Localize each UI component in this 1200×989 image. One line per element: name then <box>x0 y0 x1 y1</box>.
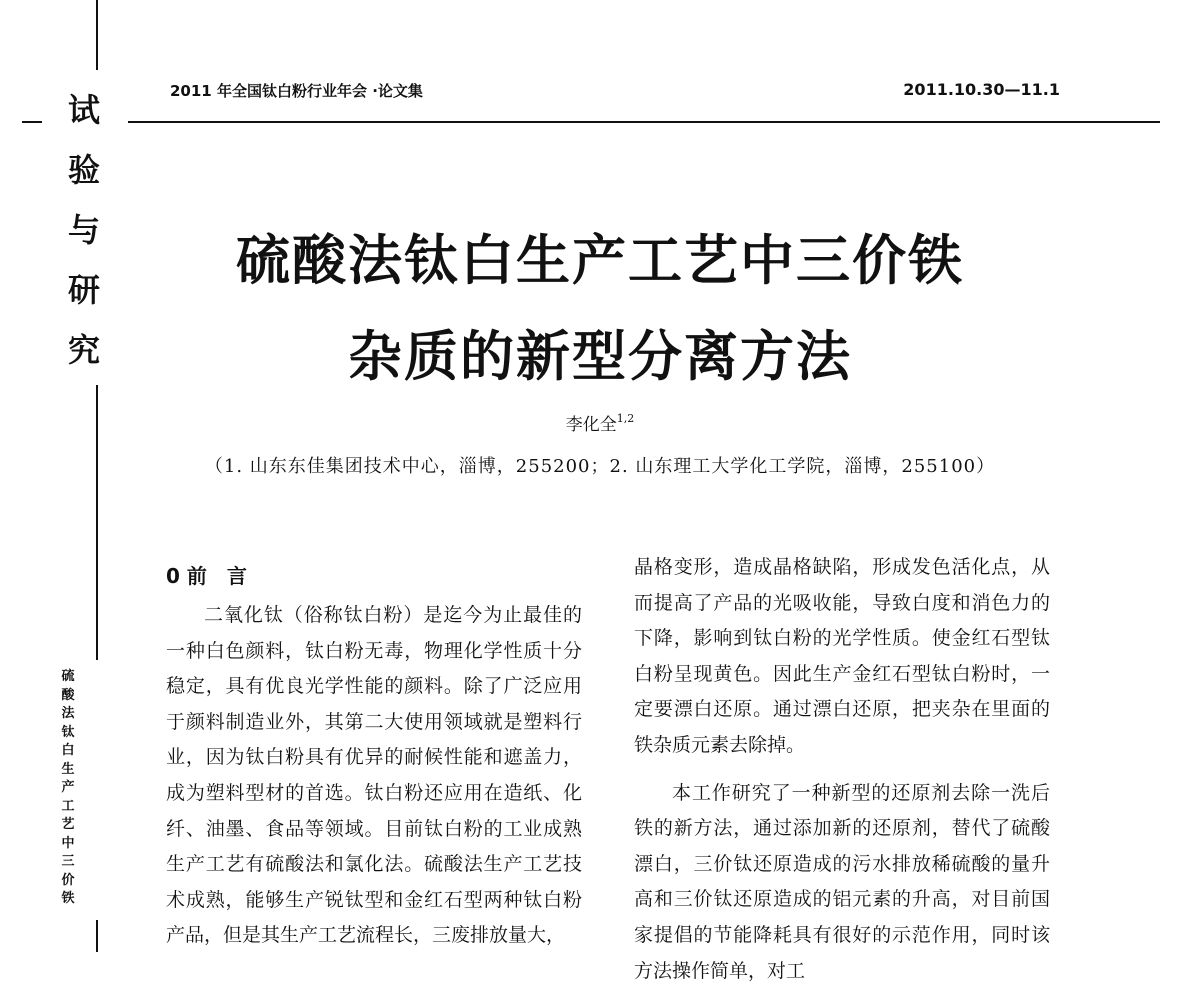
section-heading: 0 前 言 <box>166 564 247 588</box>
sidebar-rule-top <box>96 0 98 70</box>
author-line <box>0 410 1200 435</box>
left-paragraph: 二氧化钛（俗称钛白粉）是迄今为止最佳的一种白色颜料，钛白粉无毒，物理化学性质十分稳定，具有优良光学性能的颜料。除了广泛应用于颜料制造业外，其第二大使用领域就是塑料行业，因为钛白粉具有优异的耐候性能和遮盖力，成为塑料型材的首选。钛白粉还应用在造纸、化纤、油墨、食品等领域。目前钛白粉的工业成熟生产工艺有硫酸法和氯化法。硫酸法生产工艺技术成熟，能够生产锐钛型和金红石型两种钛白粉产品，但是其生产工艺流程长，三废排放量大， <box>166 604 582 947</box>
sidebar-rule-bottom <box>96 920 98 952</box>
left-column <box>166 598 582 954</box>
header-rule-main <box>128 121 1160 123</box>
sidebar-char-3: 与 <box>58 210 110 250</box>
sidebar-vertical-title: 硫酸法钛白生产工艺中三价铁 <box>61 669 75 906</box>
right-paragraph-1: 晶格变形，造成晶格缺陷，形成发色活化点，从而提高了产品的光吸收能，导致白度和消色力的下降，影响到钛白粉的光学性质。使金红石型钛白粉呈现黄色。因此生产金红石型钛白粉时，一定要漂白还原。通过漂白还原，把夹杂在里面的铁杂质元素去除掉。 <box>634 556 1050 756</box>
conference-header: 2011 年全国钛白粉行业年会 ·论文集 <box>170 82 423 100</box>
author-name: 李化全 <box>565 415 617 435</box>
right-paragraph-2: 本工作研究了一种新型的还原剂去除一洗后铁的新方法，通过添加新的还原剂，替代了硫酸漂白，三价钛还原造成的污水排放稀硫酸的量升高和三价钛还原造成的铝元素的升高，对目前国家提倡的节能降耗具有很好的示范作用，同时该方法操作简单，对工 <box>634 781 1050 982</box>
sidebar-char-5: 究 <box>58 330 110 370</box>
right-column <box>634 550 1050 989</box>
affiliations: （1. 山东东佳集团技术中心，淄博，255200；2. 山东理工大学化工学院，淄博，255100） <box>204 456 996 477</box>
sidebar-char-1: 试 <box>58 90 110 130</box>
paper-title-line-1: 硫酸法钛白生产工艺中三价铁 <box>236 229 964 292</box>
sidebar-char-2: 验 <box>58 150 110 190</box>
header-rule <box>22 121 42 123</box>
author-affiliation-marks: 1,2 <box>616 412 635 425</box>
conference-date: 2011.10.30—11.1 <box>903 80 1060 99</box>
sidebar-char-4: 研 <box>58 270 110 310</box>
paper-title-line-2: 杂质的新型分离方法 <box>348 325 852 388</box>
